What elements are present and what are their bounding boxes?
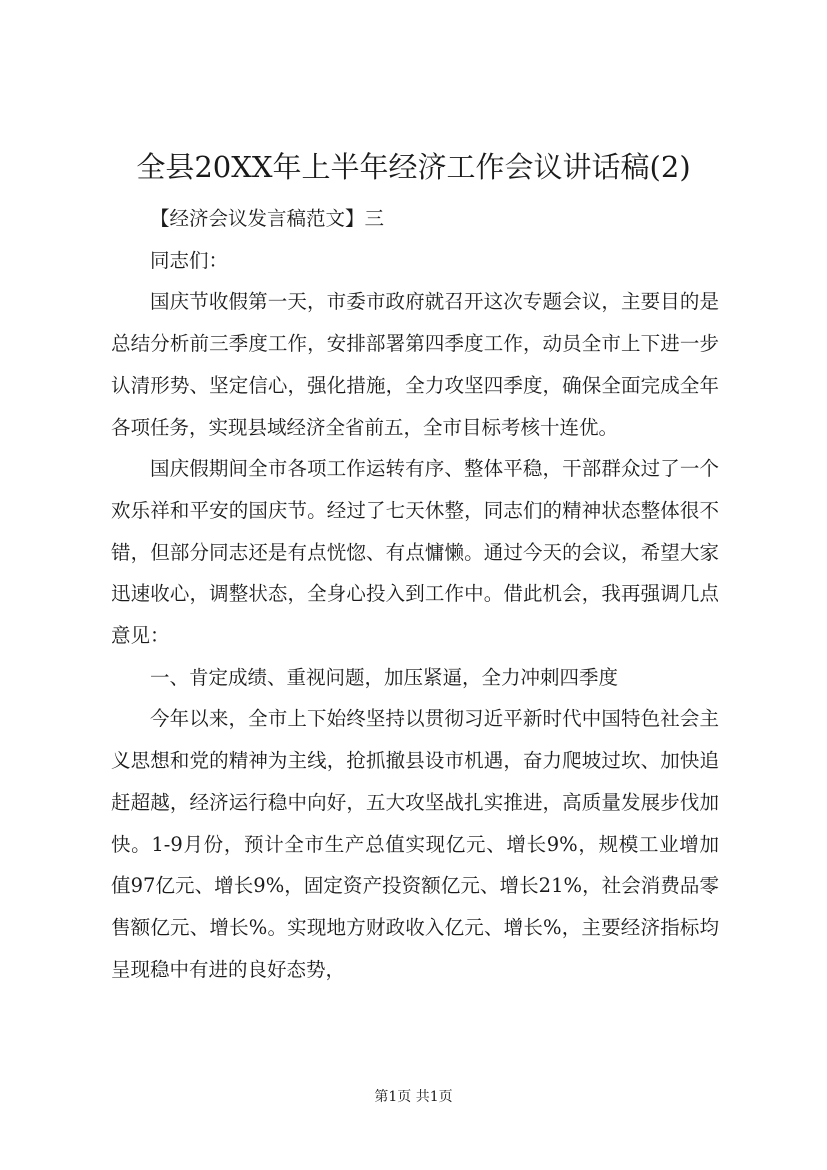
section-heading-1: 一、肯定成绩、重视问题，加压紧逼，全力冲刺四季度 (150, 665, 619, 689)
paragraph-salutation: 同志们： (150, 248, 229, 272)
paragraph-intro: 国庆节收假第一天，市委市政府就召开这次专题会议，主要目的是总结分析前三季度工作，安排部署第四季度工作，动员全市上下进一步认清形势、坚定信心，强化措施，全力攻坚四季度，确保全面完成全年各项任务，实现县域经济全省前五，全市目标考核十连优。 (111, 290, 719, 439)
page-footer: 第1页 共1页 (374, 1089, 453, 1105)
document-title: 全县20XX年上半年经济工作会议讲话稿(2) (136, 150, 691, 184)
document-body (111, 198, 719, 990)
paragraph-holiday: 国庆假期间全市各项工作运转有序、整体平稳，干部群众过了一个欢乐祥和平安的国庆节。经过了七天休整，同志们的精神状态整体很不错，但部分同志还是有点恍惚、有点慵懒。通过今天的会议，希望大家迅速收心，调整状态，全身心投入到工作中。借此机会，我再强调几点意见： (111, 457, 719, 648)
paragraph-subtitle: 【经济会议发言稿范文】三 (150, 207, 385, 230)
paragraph-achievements: 今年以来，全市上下始终坚持以贯彻习近平新时代中国特色社会主义思想和党的精神为主线，抢抓撤县设市机遇，奋力爬坡过坎、加快追赶超越，经济运行稳中向好，五大攻坚战扎实推进，高质量发展步伐加快。1-9月份，预计全市生产总值实现亿元、增长9%，规模工业增加值97亿元、增长9%，固定资产投资额亿元、增长21%，社会消费品零售额亿元、增长%。实现地方财政收入亿元、增长%，主要经济指标均呈现稳中有进的良好态势， (111, 707, 719, 981)
